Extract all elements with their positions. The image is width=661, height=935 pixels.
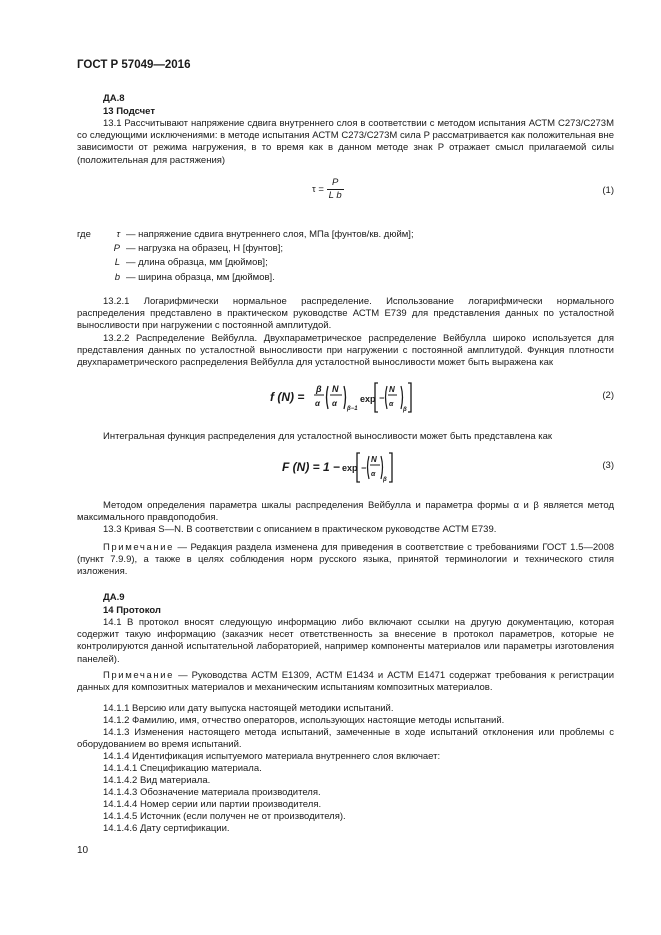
section-heading-13: 13 Подсчет xyxy=(103,106,155,117)
def-symbol: τ xyxy=(116,229,120,240)
note-da9 xyxy=(77,670,614,694)
list-item: 14.1.4.2 Вид материала. xyxy=(103,775,211,786)
note-label: Примечание xyxy=(103,670,174,681)
equation-2-number: (2) xyxy=(602,390,614,401)
svg-text:−: − xyxy=(379,393,385,403)
note-label: Примечание xyxy=(103,542,174,553)
list-item: 14.1.4 Идентификация испытуемого материала внутреннего слоя включает: xyxy=(103,751,441,762)
svg-text:α: α xyxy=(315,399,320,408)
paragraph-13-1: 13.1 Рассчитывают напряжение сдвига внутреннего слоя в соответствии с методом испытания АСТМ C273/C273M со следующими исключениями: в методе испытания АСТМ C273/C273M сила P рассматривается как положительная вне зависимости от режима нагружения, в то время как в данном методе знак P отражает смысл прилагаемой силы (положительная для растяжения) xyxy=(77,118,614,166)
def-symbol: L xyxy=(114,257,120,268)
list-item: 14.1.4.1 Спецификацию материала. xyxy=(103,763,262,774)
equation-2-closing xyxy=(400,379,412,415)
def-text: — напряжение сдвига внутреннего слоя, МПа [фунтов/кв. дюйм]; xyxy=(126,229,414,240)
equation-3-closing xyxy=(383,449,393,485)
svg-text:N: N xyxy=(332,384,339,394)
paragraph-integral: Интегральная функция распределения для усталостной выносливости может быть представлена как xyxy=(103,431,553,442)
svg-text:F (N) = 1 −: F (N) = 1 − xyxy=(282,460,341,474)
svg-text:α: α xyxy=(389,401,394,408)
section-heading-14: 14 Протокол xyxy=(103,605,161,616)
where-label: где xyxy=(77,229,91,240)
appendix-label-da8: ДА.8 xyxy=(103,93,125,104)
def-symbol: P xyxy=(113,243,120,254)
equation-1-fraction xyxy=(327,177,344,202)
equation-1 xyxy=(312,177,344,202)
svg-text:f (N) =: f (N) = xyxy=(270,390,305,404)
svg-text:N: N xyxy=(371,455,377,464)
list-item: 14.1.1 Версию или дату выпуска настоящей методики испытаний. xyxy=(103,703,394,714)
list-item: 14.1.4.4 Номер серии или партии производителя. xyxy=(103,799,322,810)
list-item: 14.1.4.6 Дату сертификации. xyxy=(103,823,230,834)
page-number: 10 xyxy=(77,845,89,856)
paragraph-method: Методом определения параметра шкалы распределения Вейбулла и параметра формы α и β является метод максимального правдоподобия. xyxy=(77,500,614,524)
svg-text:−: − xyxy=(361,463,367,473)
svg-text:α: α xyxy=(371,471,376,478)
svg-text:β: β xyxy=(383,477,387,483)
equation-1-denominator: L b xyxy=(328,190,342,202)
appendix-label-da9: ДА.9 xyxy=(103,592,125,603)
def-text: — нагрузка на образец, Н [фунтов]; xyxy=(126,243,284,254)
note-text: — Руководства АСТМ Е1309, АСТМ Е1434 и АСТМ Е1471 содержат требования к регистрации данных для композитных материалов и механическим испытаниям композитных материалов. xyxy=(77,670,614,694)
paragraph-13-3: 13.3 Кривая S—N. В соответствии с описанием в практическом руководстве АСТМ Е739. xyxy=(103,524,497,535)
list-item: 14.1.4.5 Источник (если получен не от производителя). xyxy=(103,811,346,822)
paragraph-13-2-2: 13.2.2 Распределение Вейбулла. Двухпараметрическое распределение Вейбулла широко используется для представления данных по усталостной выносливости при нагружении с постоянной амплитудой. Функция плотности двухпараметрического распределения Вейбулла для усталостной выносливости может быть выражена как xyxy=(77,333,614,369)
svg-text:β: β xyxy=(316,384,322,394)
svg-text:exp: exp xyxy=(342,463,358,473)
document-header: ГОСТ Р 57049—2016 xyxy=(77,59,191,71)
def-text: — ширина образца, мм [дюймов]. xyxy=(126,272,275,283)
paragraph-13-2-1: 13.2.1 Логарифмически нормальное распределение. Использование логарифмически нормального распределения представлено в практическом руководстве АСТМ Е739 для представления данных по усталостной выносливости при нагружении с постоянной амплитудой. xyxy=(77,296,614,332)
equation-1-lhs: τ = xyxy=(312,184,324,196)
def-text: — длина образца, мм [дюймов]; xyxy=(126,257,268,268)
equation-3-formula xyxy=(282,449,384,485)
svg-text:N: N xyxy=(389,385,395,394)
equation-1-number: (1) xyxy=(602,185,614,196)
note-text: — Редакция раздела изменена для приведения в соответствие с требованиями ГОСТ 1.5—2008 (пункт 7.9.9), а также в целях соблюдения норм русского языка, принятой терминологии и технического стиля изложения. xyxy=(77,542,615,578)
svg-text:β: β xyxy=(403,407,407,413)
note-da8 xyxy=(77,542,614,579)
svg-text:α: α xyxy=(332,399,337,408)
def-symbol: b xyxy=(114,272,120,283)
list-item: 14.1.2 Фамилию, имя, отчество операторов, использующих настоящие методы испытаний. xyxy=(103,715,505,726)
list-item: 14.1.4.3 Обозначение материала производителя. xyxy=(103,787,321,798)
equation-3-number: (3) xyxy=(602,460,614,471)
paragraph-14-1: 14.1 В протокол вносят следующую информацию либо включают ссылки на другую документацию, которая содержит такую информацию (заказчик несет ответственность за внесение в протокол параметров, которые не контролируются данной испытательной лабораторией, например компоненты материалов или параметры изготовления панелей). xyxy=(77,617,614,665)
svg-text:exp: exp xyxy=(360,394,376,404)
equation-1-numerator: P xyxy=(331,177,339,188)
svg-text:β−1: β−1 xyxy=(347,406,358,412)
equation-2-formula xyxy=(270,379,400,415)
list-item: 14.1.3 Изменения настоящего метода испытаний, замеченные в ходе испытаний отклонения или проблемы с оборудованием во время испытаний. xyxy=(77,727,614,751)
